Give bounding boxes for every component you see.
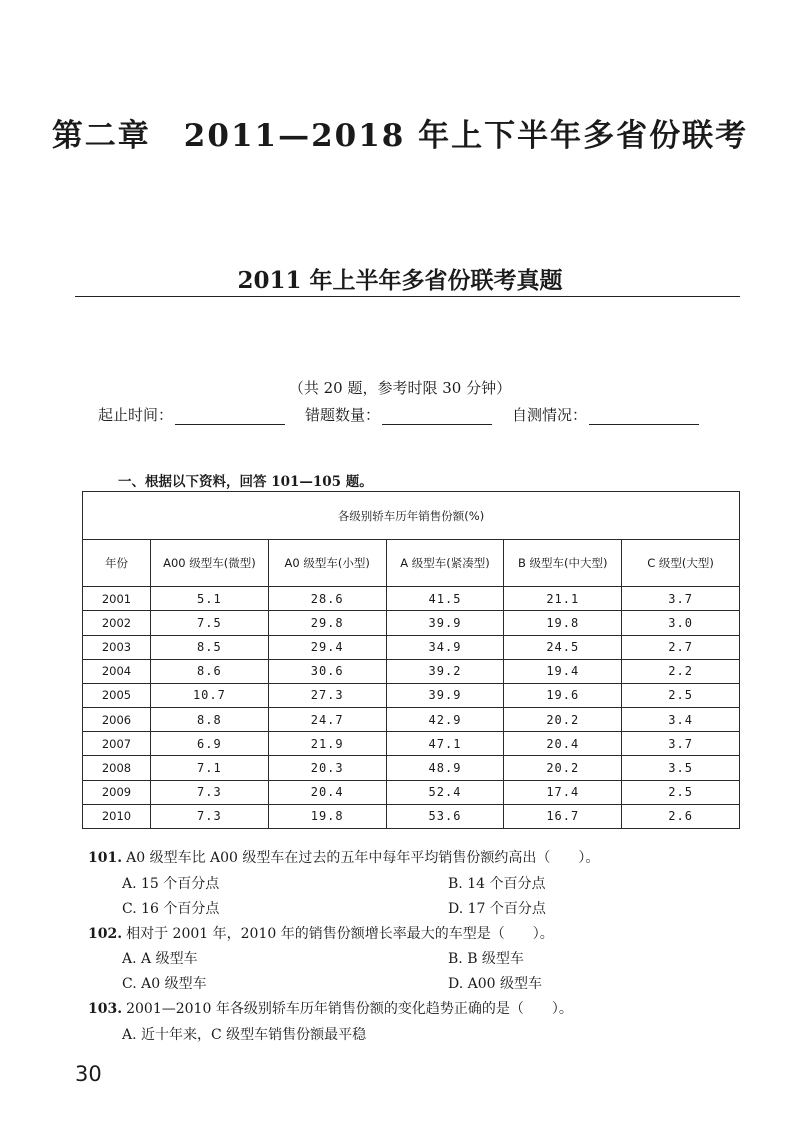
value-cell: 39.2 [386, 659, 504, 683]
q102-option-b: B. B 级型车 [448, 951, 524, 967]
table-body [83, 587, 740, 829]
value-cell: 20.2 [504, 708, 622, 732]
value-cell: 7.5 [151, 611, 269, 635]
value-cell: 5.1 [151, 587, 269, 611]
exam-title: 2011 年上半年多省份联考真题 [237, 267, 563, 294]
year-cell: 2009 [83, 780, 151, 804]
question-text: 相对于 2001 年，2010 年的销售份额增长率最大的车型是（ ）。 [126, 926, 554, 942]
value-cell: 20.2 [504, 756, 622, 780]
table-row [83, 683, 740, 707]
q103-option-a: A. 近十年来，C 级型车销售份额最平稳 [122, 1027, 367, 1043]
chapter-title: 第二章 2011—2018 年上下半年多省份联考 [51, 118, 749, 154]
value-cell: 8.5 [151, 635, 269, 659]
column-header: A00 级型车(微型) [151, 540, 269, 587]
question-text: 2001—2010 年各级别轿车历年销售份额的变化趋势正确的是（ ）。 [126, 1001, 573, 1017]
value-cell: 28.6 [268, 587, 386, 611]
value-cell: 20.3 [268, 756, 386, 780]
value-cell: 16.7 [504, 804, 622, 828]
value-cell: 17.4 [504, 780, 622, 804]
value-cell: 47.1 [386, 732, 504, 756]
q101-option-a: A. 15 个百分点 [122, 876, 220, 892]
value-cell: 2.7 [622, 635, 740, 659]
value-cell: 24.5 [504, 635, 622, 659]
question-text: A0 级型车比 A00 级型车在过去的五年中每年平均销售份额约高出（ ）。 [126, 850, 600, 866]
self-assessment-blank [589, 408, 699, 425]
value-cell: 29.8 [268, 611, 386, 635]
value-cell: 7.3 [151, 804, 269, 828]
wrong-count-label: 错题数量： [305, 406, 381, 424]
table-row [83, 756, 740, 780]
table-row [83, 659, 740, 683]
value-cell: 3.4 [622, 708, 740, 732]
data-table [82, 491, 740, 829]
q101-option-d: D. 17 个百分点 [448, 901, 546, 917]
value-cell: 2.2 [622, 659, 740, 683]
year-cell: 2005 [83, 683, 151, 707]
column-header: 年份 [83, 540, 151, 587]
value-cell: 20.4 [504, 732, 622, 756]
start-end-time-blank [175, 408, 285, 425]
value-cell: 7.1 [151, 756, 269, 780]
q101-option-b: B. 14 个百分点 [448, 876, 546, 892]
q102-option-d: D. A00 级型车 [448, 976, 543, 992]
table-caption-row [83, 492, 740, 540]
value-cell: 41.5 [386, 587, 504, 611]
value-cell: 3.0 [622, 611, 740, 635]
self-test-info-row [98, 404, 719, 425]
value-cell: 2.5 [622, 780, 740, 804]
value-cell: 20.4 [268, 780, 386, 804]
value-cell: 2.5 [622, 683, 740, 707]
question-102 [88, 923, 554, 943]
wrong-count-blank [382, 408, 492, 425]
year-cell: 2010 [83, 804, 151, 828]
value-cell: 3.7 [622, 732, 740, 756]
section-heading: 一、根据以下资料，回答 101—105 题。 [118, 474, 373, 490]
value-cell: 21.1 [504, 587, 622, 611]
value-cell: 8.6 [151, 659, 269, 683]
table-row [83, 708, 740, 732]
value-cell: 2.6 [622, 804, 740, 828]
q102-option-a: A. A 级型车 [122, 951, 198, 967]
value-cell: 30.6 [268, 659, 386, 683]
exam-meta: （共 20 题，参考时限 30 分钟） [288, 379, 512, 397]
value-cell: 6.9 [151, 732, 269, 756]
column-header: A 级型车(紧凑型) [386, 540, 504, 587]
value-cell: 10.7 [151, 683, 269, 707]
table-caption: 各级别轿车历年销售份额(%) [83, 492, 740, 540]
page-number: 30 [75, 1062, 102, 1086]
year-cell: 2003 [83, 635, 151, 659]
question-103 [88, 998, 573, 1018]
value-cell: 3.5 [622, 756, 740, 780]
table-row [83, 804, 740, 828]
self-assessment-label: 自测情况： [512, 406, 588, 424]
year-cell: 2004 [83, 659, 151, 683]
table-row [83, 611, 740, 635]
column-header: A0 级型车(小型) [268, 540, 386, 587]
value-cell: 53.6 [386, 804, 504, 828]
self-assessment-field [512, 404, 699, 425]
value-cell: 19.8 [504, 611, 622, 635]
table-header-row [83, 540, 740, 587]
column-header: B 级型车(中大型) [504, 540, 622, 587]
value-cell: 39.9 [386, 611, 504, 635]
column-header: C 级型(大型) [622, 540, 740, 587]
value-cell: 3.7 [622, 587, 740, 611]
year-cell: 2002 [83, 611, 151, 635]
value-cell: 7.3 [151, 780, 269, 804]
value-cell: 39.9 [386, 683, 504, 707]
value-cell: 19.4 [504, 659, 622, 683]
table-row [83, 635, 740, 659]
value-cell: 8.8 [151, 708, 269, 732]
year-cell: 2008 [83, 756, 151, 780]
start-end-time-field [98, 404, 285, 425]
table-row [83, 587, 740, 611]
value-cell: 29.4 [268, 635, 386, 659]
year-cell: 2007 [83, 732, 151, 756]
sales-share-table [82, 491, 740, 829]
value-cell: 34.9 [386, 635, 504, 659]
wrong-count-field [305, 404, 492, 425]
question-number: 102. [88, 926, 123, 942]
value-cell: 27.3 [268, 683, 386, 707]
q102-option-c: C. A0 级型车 [122, 976, 207, 992]
question-number: 101. [88, 850, 123, 866]
start-end-time-label: 起止时间： [98, 406, 174, 424]
value-cell: 19.6 [504, 683, 622, 707]
value-cell: 24.7 [268, 708, 386, 732]
question-number: 103. [88, 1001, 123, 1017]
value-cell: 48.9 [386, 756, 504, 780]
value-cell: 52.4 [386, 780, 504, 804]
value-cell: 19.8 [268, 804, 386, 828]
value-cell: 42.9 [386, 708, 504, 732]
table-row [83, 780, 740, 804]
value-cell: 21.9 [268, 732, 386, 756]
question-101 [88, 847, 599, 867]
title-divider [75, 296, 740, 297]
year-cell: 2001 [83, 587, 151, 611]
year-cell: 2006 [83, 708, 151, 732]
q101-option-c: C. 16 个百分点 [122, 901, 220, 917]
table-row [83, 732, 740, 756]
